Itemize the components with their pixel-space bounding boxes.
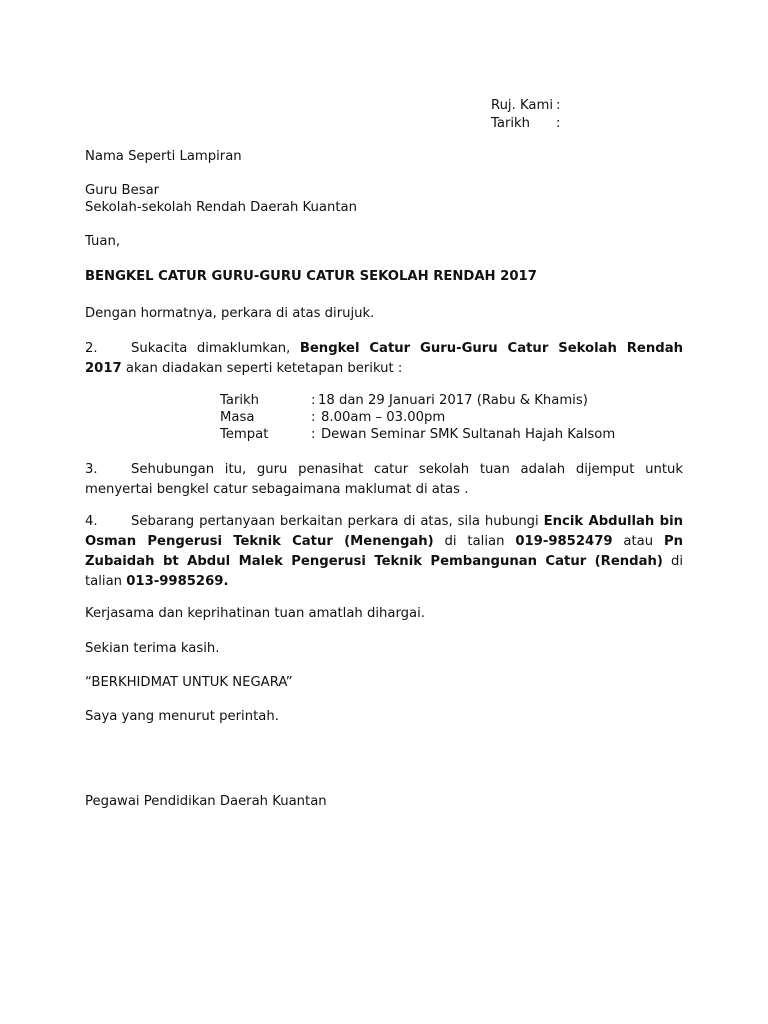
contact-2-phone: 013-9985269. [126,574,229,589]
detail-label: Tarikh [220,393,260,408]
paragraph-4 [85,512,683,592]
detail-colon: : [311,427,316,442]
recipient-line-1: Nama Seperti Lampiran [85,149,242,164]
paragraph-4-number: 4. [85,514,98,529]
detail-value: 18 dan 29 Januari 2017 (Rabu & Khamis) [318,393,588,408]
paragraph-2 [85,339,683,379]
paragraph-2-intro: Sukacita dimaklumkan, [131,341,300,356]
contact-1-phone: 019-9852479 [515,534,613,549]
detail-value: Dewan Seminar SMK Sultanah Hajah Kalsom [321,427,616,442]
paragraph-4-text: atau [612,534,664,549]
detail-colon: : [311,393,316,408]
closing-thanks: Sekian terima kasih. [85,641,220,656]
contact-1-name: Encik Abdullah bin Osman Pengerusi Teknik Catur (Menengah) [85,514,683,549]
motto: “BERKHIDMAT UNTUK NEGARA” [85,675,293,690]
letter-subject: BENGKEL CATUR GURU-GURU CATUR SEKOLAH RENDAH 2017 [85,269,537,284]
tarikh-ref-colon: : [556,116,561,131]
detail-value: 8.00am – 03.00pm [321,410,446,425]
detail-label: Masa [220,410,255,425]
recipient-line-3: Sekolah-sekolah Rendah Daerah Kuantan [85,200,357,215]
ruj-kami-colon: : [556,98,561,113]
recipient-line-2: Guru Besar [85,183,160,198]
paragraph-3-number: 3. [85,462,98,477]
paragraph-2-number: 2. [85,341,98,356]
paragraph-2-continuation: akan diadakan seperti ketetapan berikut : [125,361,403,376]
closing-appreciation: Kerjasama dan keprihatinan tuan amatlah dihargai. [85,606,425,621]
opening-line: Dengan hormatnya, perkara di atas dirujuk. [85,306,375,321]
signatory-title: Pegawai Pendidikan Daerah Kuantan [85,794,327,809]
paragraph-2-event-name: Bengkel Catur Guru-Guru Catur Sekolah Rendah 2017 [85,341,683,376]
paragraph-3-text: Sehubungan itu, guru penasihat catur sekolah tuan adalah dijemput untuk menyertai bengkel catur sebagaimana maklumat di atas . [85,462,683,497]
paragraph-4-text: Sebarang pertanyaan berkaitan perkara di atas, sila hubungi [131,514,544,529]
sign-off: Saya yang menurut perintah. [85,709,279,724]
detail-label: Tempat [220,427,269,442]
paragraph-3 [85,460,683,500]
detail-colon: : [311,410,316,425]
paragraph-4-text: di talian [85,554,683,589]
tarikh-ref-label: Tarikh [491,116,531,131]
contact-2-name: Pn Zubaidah bt Abdul Malek Pengerusi Teknik Pembangunan Catur (Rendah) [85,534,683,569]
ruj-kami-label: Ruj. Kami [491,98,553,113]
paragraph-4-text: di talian [433,534,516,549]
salutation: Tuan, [85,234,121,249]
